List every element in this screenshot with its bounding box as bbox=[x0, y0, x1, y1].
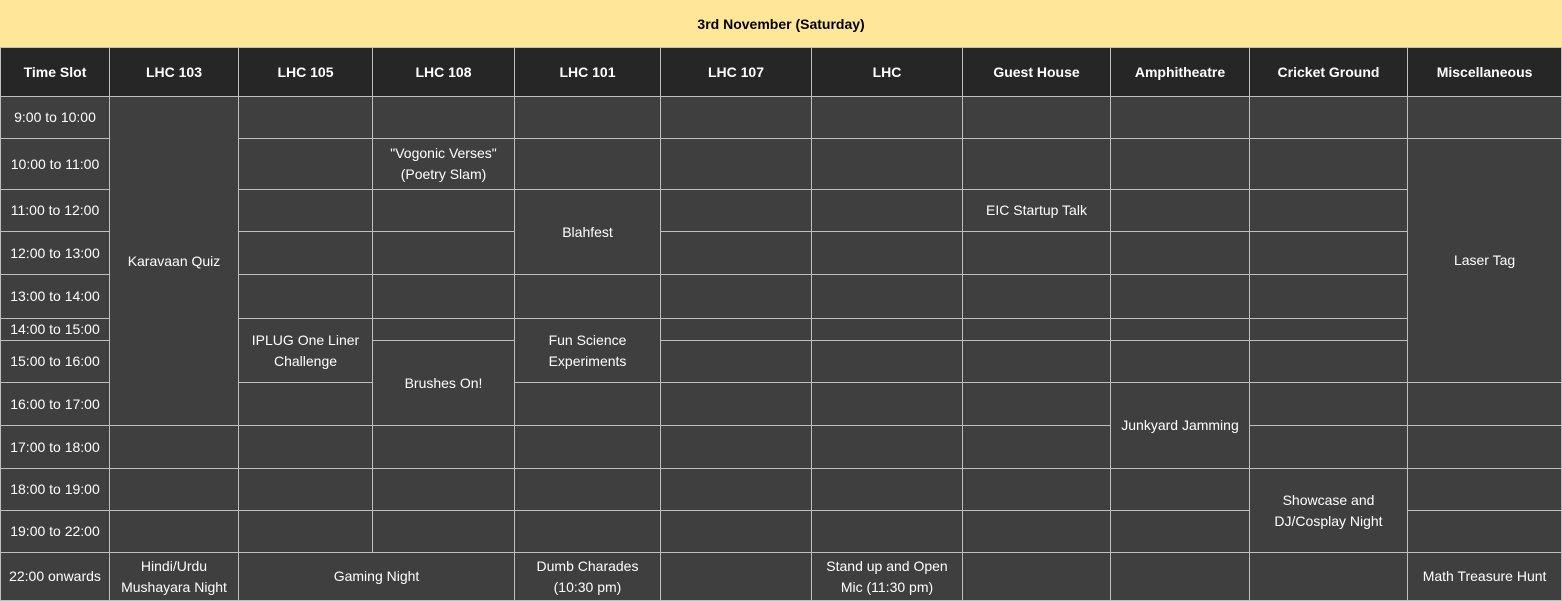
header-miscellaneous: Miscellaneous bbox=[1408, 48, 1562, 97]
empty-cell bbox=[963, 232, 1111, 275]
empty-cell bbox=[963, 553, 1111, 601]
header-lhc: LHC bbox=[812, 48, 963, 97]
empty-cell bbox=[515, 511, 661, 553]
empty-cell bbox=[1111, 139, 1250, 190]
empty-cell bbox=[1250, 319, 1408, 341]
empty-cell bbox=[963, 426, 1111, 469]
event-line: "Vogonic Verses" bbox=[390, 145, 497, 161]
empty-cell bbox=[239, 426, 373, 469]
event-vogonic-verses bbox=[373, 139, 515, 190]
event-line: DJ/Cosplay Night bbox=[1274, 512, 1383, 529]
empty-cell bbox=[1111, 97, 1250, 139]
table-row bbox=[1, 469, 1562, 511]
title-row bbox=[1, 1, 1562, 48]
empty-cell bbox=[239, 275, 373, 319]
empty-cell bbox=[373, 97, 515, 139]
event-gaming-night: Gaming Night bbox=[239, 553, 515, 601]
header-lhc-101: LHC 101 bbox=[515, 48, 661, 97]
empty-cell bbox=[661, 469, 812, 511]
empty-cell bbox=[661, 511, 812, 553]
empty-cell bbox=[963, 97, 1111, 139]
time-slot-cell: 22:00 onwards bbox=[1, 553, 110, 601]
empty-cell bbox=[373, 319, 515, 341]
event-math-treasure-hunt: Math Treasure Hunt bbox=[1408, 553, 1562, 601]
event-laser-tag: Laser Tag bbox=[1408, 139, 1562, 383]
header-cricket-ground: Cricket Ground bbox=[1250, 48, 1408, 97]
event-blahfest: Blahfest bbox=[515, 190, 661, 275]
event-line: Stand up and Open bbox=[826, 557, 948, 574]
empty-cell bbox=[515, 275, 661, 319]
empty-cell bbox=[239, 469, 373, 511]
event-line: Experiments bbox=[548, 352, 627, 369]
time-slot-cell: 9:00 to 10:00 bbox=[1, 97, 110, 139]
empty-cell bbox=[1250, 275, 1408, 319]
header-lhc-108: LHC 108 bbox=[373, 48, 515, 97]
empty-cell bbox=[373, 232, 515, 275]
empty-cell bbox=[661, 232, 812, 275]
header-lhc-105: LHC 105 bbox=[239, 48, 373, 97]
empty-cell bbox=[963, 469, 1111, 511]
empty-cell bbox=[239, 97, 373, 139]
empty-cell bbox=[1250, 553, 1408, 601]
event-line: (Poetry Slam) bbox=[400, 166, 487, 182]
empty-cell bbox=[1111, 190, 1250, 232]
header-amphitheatre: Amphitheatre bbox=[1111, 48, 1250, 97]
event-showcase-dj-cosplay bbox=[1250, 469, 1408, 553]
empty-cell bbox=[373, 469, 515, 511]
event-line: Showcase and bbox=[1282, 491, 1375, 508]
time-slot-cell: 13:00 to 14:00 bbox=[1, 275, 110, 319]
empty-cell bbox=[373, 190, 515, 232]
empty-cell bbox=[239, 190, 373, 232]
time-slot-cell: 15:00 to 16:00 bbox=[1, 341, 110, 383]
empty-cell bbox=[661, 383, 812, 426]
time-slot-cell: 19:00 to 22:00 bbox=[1, 511, 110, 553]
event-line: Challenge bbox=[273, 352, 338, 369]
empty-cell bbox=[1250, 190, 1408, 232]
event-line: (10:30 pm) bbox=[553, 578, 622, 595]
event-junkyard-jamming: Junkyard Jamming bbox=[1111, 383, 1250, 469]
event-karavaan-quiz: Karavaan Quiz bbox=[110, 97, 239, 426]
empty-cell bbox=[239, 232, 373, 275]
empty-cell bbox=[110, 511, 239, 553]
event-dumb-charades bbox=[515, 553, 661, 601]
empty-cell bbox=[1250, 97, 1408, 139]
empty-cell bbox=[812, 426, 963, 469]
empty-cell bbox=[373, 511, 515, 553]
empty-cell bbox=[963, 511, 1111, 553]
time-slot-cell: 14:00 to 15:00 bbox=[1, 319, 110, 341]
empty-cell bbox=[812, 275, 963, 319]
empty-cell bbox=[373, 275, 515, 319]
header-lhc-103: LHC 103 bbox=[110, 48, 239, 97]
event-eic-startup-talk: EIC Startup Talk bbox=[963, 190, 1111, 232]
header-time-slot: Time Slot bbox=[1, 48, 110, 97]
empty-cell bbox=[812, 139, 963, 190]
empty-cell bbox=[1111, 275, 1250, 319]
empty-cell bbox=[812, 319, 963, 341]
event-brushes-on: Brushes On! bbox=[373, 341, 515, 426]
empty-cell bbox=[812, 97, 963, 139]
event-mushayara-night bbox=[110, 553, 239, 601]
empty-cell bbox=[661, 426, 812, 469]
empty-cell bbox=[1250, 426, 1408, 469]
time-slot-cell: 16:00 to 17:00 bbox=[1, 383, 110, 426]
empty-cell bbox=[963, 341, 1111, 383]
empty-cell bbox=[963, 275, 1111, 319]
empty-cell bbox=[1111, 469, 1250, 511]
empty-cell bbox=[1250, 232, 1408, 275]
empty-cell bbox=[812, 190, 963, 232]
empty-cell bbox=[1250, 341, 1408, 383]
time-slot-cell: 18:00 to 19:00 bbox=[1, 469, 110, 511]
schedule-title: 3rd November (Saturday) bbox=[1, 1, 1562, 48]
empty-cell bbox=[1111, 341, 1250, 383]
empty-cell bbox=[812, 469, 963, 511]
event-line: Mushayara Night bbox=[121, 578, 227, 595]
header-guest-house: Guest House bbox=[963, 48, 1111, 97]
empty-cell bbox=[812, 232, 963, 275]
header-lhc-107: LHC 107 bbox=[661, 48, 812, 97]
empty-cell bbox=[661, 190, 812, 232]
event-line: Dumb Charades bbox=[536, 557, 639, 574]
time-slot-cell: 12:00 to 13:00 bbox=[1, 232, 110, 275]
empty-cell bbox=[515, 426, 661, 469]
empty-cell bbox=[515, 469, 661, 511]
empty-cell bbox=[661, 139, 812, 190]
empty-cell bbox=[963, 139, 1111, 190]
empty-cell bbox=[1408, 511, 1562, 553]
empty-cell bbox=[515, 139, 661, 190]
empty-cell bbox=[661, 319, 812, 341]
empty-cell bbox=[1408, 469, 1562, 511]
empty-cell bbox=[239, 139, 373, 190]
empty-cell bbox=[110, 426, 239, 469]
empty-cell bbox=[110, 469, 239, 511]
empty-cell bbox=[661, 341, 812, 383]
empty-cell bbox=[1111, 232, 1250, 275]
empty-cell bbox=[812, 511, 963, 553]
empty-cell bbox=[963, 383, 1111, 426]
empty-cell bbox=[239, 511, 373, 553]
event-line: Hindi/Urdu bbox=[140, 557, 208, 574]
empty-cell bbox=[661, 553, 812, 601]
empty-cell bbox=[1250, 139, 1408, 190]
empty-cell bbox=[1250, 383, 1408, 426]
empty-cell bbox=[373, 426, 515, 469]
time-slot-cell: 10:00 to 11:00 bbox=[1, 139, 110, 190]
time-slot-cell: 17:00 to 18:00 bbox=[1, 426, 110, 469]
empty-cell bbox=[515, 97, 661, 139]
empty-cell bbox=[1408, 383, 1562, 426]
empty-cell bbox=[963, 319, 1111, 341]
table-row bbox=[1, 97, 1562, 139]
empty-cell bbox=[1111, 553, 1250, 601]
table-row bbox=[1, 426, 1562, 469]
table-row bbox=[1, 553, 1562, 601]
empty-cell bbox=[812, 341, 963, 383]
event-line: Mic (11:30 pm) bbox=[840, 578, 934, 595]
empty-cell bbox=[1408, 97, 1562, 139]
empty-cell bbox=[1408, 426, 1562, 469]
time-slot-cell: 11:00 to 12:00 bbox=[1, 190, 110, 232]
event-fun-science bbox=[515, 319, 661, 383]
empty-cell bbox=[812, 383, 963, 426]
empty-cell bbox=[1111, 511, 1250, 553]
empty-cell bbox=[515, 383, 661, 426]
empty-cell bbox=[239, 383, 373, 426]
event-standup-open-mic bbox=[812, 553, 963, 601]
header-row bbox=[1, 48, 1562, 97]
empty-cell bbox=[1111, 319, 1250, 341]
event-iplug-one-liner bbox=[239, 319, 373, 383]
empty-cell bbox=[661, 275, 812, 319]
empty-cell bbox=[661, 97, 812, 139]
event-line: Fun Science bbox=[548, 331, 627, 348]
event-line: IPLUG One Liner bbox=[251, 331, 360, 348]
